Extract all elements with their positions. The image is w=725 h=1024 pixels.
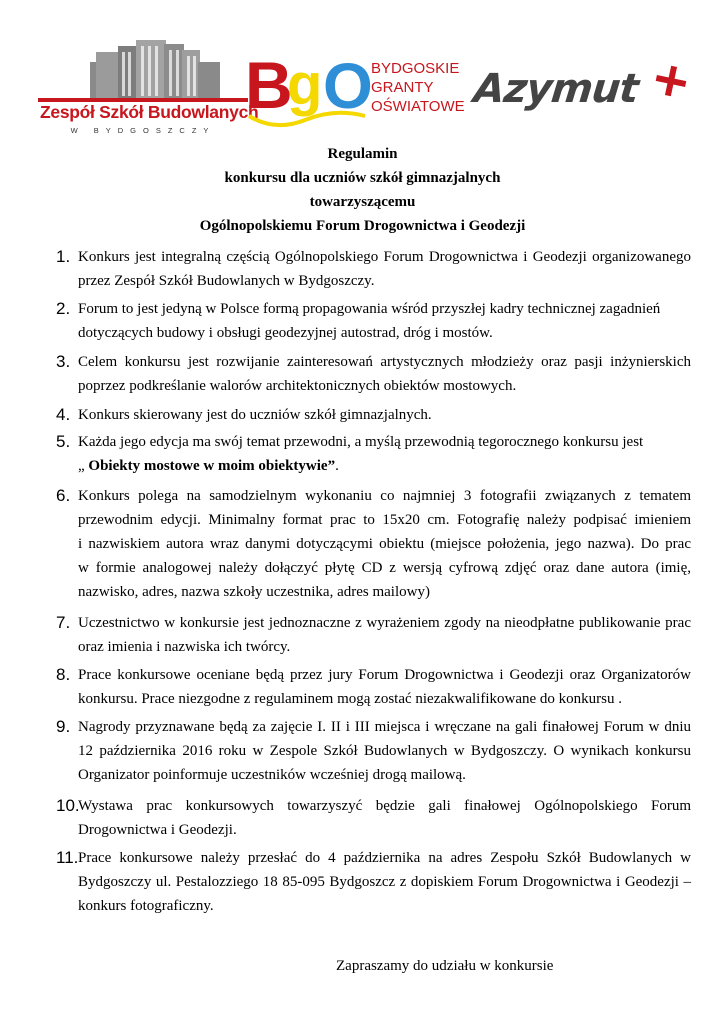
item-line: Drogownictwa i Geodezji. xyxy=(78,822,237,838)
item-line: poprzez podkreślanie walorów architektonicznych obiektów mostowych. xyxy=(78,378,517,394)
item-line: Prace konkursowe należy przesłać do 4 października na adres Zespołu Szkół Budowlanych w xyxy=(78,850,691,866)
item-line: konkursu. Prace niezgodne z regulaminem mogą zostać niezakwalifikowane do konkursu . xyxy=(78,691,622,707)
logo-header xyxy=(0,0,725,140)
bgo-line-2: GRANTY xyxy=(371,79,434,96)
item-number: 4. xyxy=(56,405,71,424)
item-line: 12 października 2016 roku w Zespole Szkół Budowlanych w Bydgoszczy. O wynikach konkursu xyxy=(78,743,691,759)
contest-theme: Obiekty mostowe w moim obiektywie” xyxy=(88,458,336,474)
building-icon xyxy=(38,40,248,102)
item-line: Konkurs skierowany jest do uczniów szkół gimnazjalnych. xyxy=(78,407,432,423)
item-line: przez Zespół Szkół Budowlanych w Bydgoszczy. xyxy=(78,273,375,289)
item-line: Każda jego edycja ma swój temat przewodni, a myślą przewodnią tegorocznego konkursu jest xyxy=(78,434,644,450)
item-number: 7. xyxy=(56,613,71,632)
item-line: Prace konkursowe oceniane będą przez jury Forum Drogownictwa i Geodezji oraz Organizatorów xyxy=(78,667,691,683)
quote-end: . xyxy=(335,458,339,474)
item-line: Uczestnictwo w konkursie jest jednoznaczne z wyrażeniem zgody na nieodpłatne publikowanie prac xyxy=(78,615,691,631)
item-line: Nagrody przyznawane będą za zajęcie I. II i III miejsca i wręczane na gali finałowej Forum w dniu xyxy=(78,719,691,735)
item-number: 10. xyxy=(56,796,80,815)
bgo-line-3: OŚWIATOWE xyxy=(371,98,465,115)
zsb-name: Zespół Szkół Budowlanych xyxy=(40,102,259,122)
plus-icon xyxy=(654,64,688,98)
doc-title: Regulamin xyxy=(327,146,398,162)
item-line: Bydgoszczy ul. Pestalozziego 18 85-095 Bydgoszcz z dopiskiem Forum Drogownictwa i Geodezji – xyxy=(78,874,691,890)
bgo-line-1: BYDGOSKIE xyxy=(371,60,460,77)
item-number: 5. xyxy=(56,432,71,451)
svg-text:g: g xyxy=(287,52,323,117)
azymut-logo xyxy=(471,64,694,128)
item-line: przewodnim edycji. Minimalny format prac to 15x20 cm. Fotografię należy podpisać imieniem xyxy=(78,512,691,528)
closing-invitation: Zapraszamy do udziału w konkursie xyxy=(336,958,554,974)
zsb-logo xyxy=(38,40,259,140)
item-number: 2. xyxy=(56,299,71,318)
item-quote-line xyxy=(78,458,691,475)
zsb-city: W BYDGOSZCZY xyxy=(70,126,216,135)
doc-subtitle-1: konkursu dla uczniów szkół gimnazjalnych xyxy=(224,170,501,186)
item-line: Wystawa prac konkursowych towarzyszyć będzie gali finałowej Ogólnopolskiego Forum xyxy=(78,798,691,814)
item-line: oraz imienia i nazwiska ich twórcy. xyxy=(78,639,291,655)
item-number: 11. xyxy=(56,848,79,867)
bgo-mark-icon xyxy=(245,46,373,130)
item-number: 1. xyxy=(56,247,71,266)
doc-subtitle-3: Ogólnopolskiemu Forum Drogownictwa i Geodezji xyxy=(199,218,526,234)
svg-text:O: O xyxy=(323,50,373,122)
item-line: i nazwiskiem autora wraz danymi dotyczącymi obiektu (miejsce położenia, jego nazwa). Do prac xyxy=(78,536,691,552)
azymut-word: Azymut xyxy=(471,66,641,112)
item-line: Celem konkursu jest rozwijanie zainteresowań artystycznych młodzieży oraz pasji inżynierskich xyxy=(78,354,691,370)
item-number: 3. xyxy=(56,352,71,371)
svg-text:B: B xyxy=(245,48,293,122)
quote-open: „ xyxy=(78,458,89,474)
item-line: Konkurs polega na samodzielnym wykonaniu co najmniej 3 fotografii związanych z tematem xyxy=(78,488,691,504)
item-number: 9. xyxy=(56,717,71,736)
bgo-logo xyxy=(245,46,485,130)
item-number: 6. xyxy=(56,486,71,505)
item-line: Konkurs jest integralną częścią Ogólnopolskiego Forum Drogownictwa i Geodezji organizowanego xyxy=(78,249,691,265)
item-line: w formie analogowej należy dołączyć płytę CD z wersją cyfrową zdjęć oraz dane autora (imię, xyxy=(78,560,691,576)
item-line: nazwisko, adres, nazwa szkoły uczestnika, adres mailowy) xyxy=(78,584,430,600)
item-line: Organizator poinformuje uczestników wcześniej drogą mailową. xyxy=(78,767,466,783)
doc-subtitle-2: towarzyszącemu xyxy=(309,194,416,210)
item-line: dotyczących budowy i obsługi geodezyjnej autostrad, dróg i mostów. xyxy=(78,325,493,341)
item-line: Forum to jest jedyną w Polsce formą propagowania wśród przyszłej kadry technicznej zagadnień xyxy=(78,301,661,317)
item-line: konkurs fotograficzny. xyxy=(78,898,214,914)
item-number: 8. xyxy=(56,665,71,684)
